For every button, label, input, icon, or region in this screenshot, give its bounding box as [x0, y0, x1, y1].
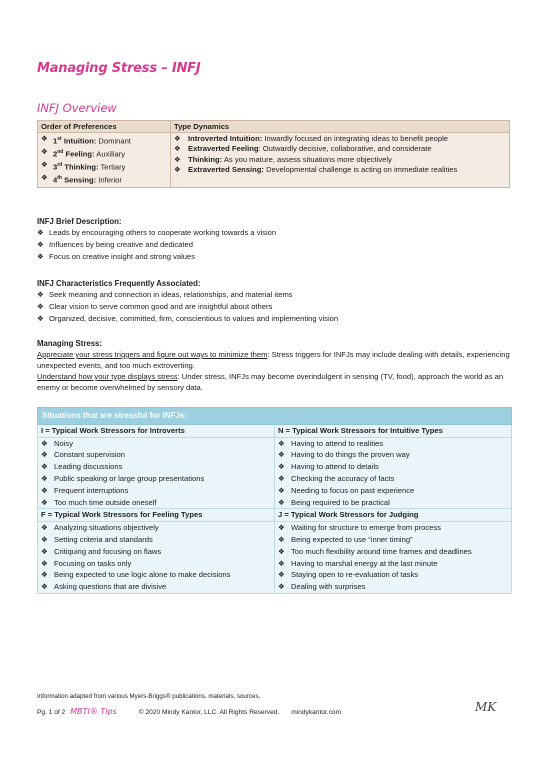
diamond-bullet-icon: ❖: [278, 582, 285, 592]
stressor-text: Having to do things the proven way: [291, 450, 410, 460]
managing-text-1: : Stress triggers for INFJs may include dealing with details, experiencing unexpected events, and too much extroverting.: [37, 350, 510, 370]
stressor-text: Focusing on tasks only: [54, 558, 132, 568]
characteristics-heading: INFJ Characteristics Frequently Associated:: [37, 279, 201, 288]
diamond-bullet-icon: ❖: [37, 301, 44, 311]
brief-heading: INFJ Brief Description:: [37, 217, 122, 226]
stressor-category-right: N = Typical Work Stressors for Intuitive Types: [275, 424, 512, 437]
stressor-text: Setting criteria and standards: [54, 534, 153, 544]
managing-heading: Managing Stress:: [37, 339, 102, 348]
dynamic-text: : Outwardly decisive, collaborative, and considerate: [258, 144, 432, 154]
preference-name: Sensing:: [64, 175, 97, 185]
characteristics-section: [37, 278, 512, 324]
stressor-item: [278, 569, 508, 581]
footer-bar: [37, 707, 341, 716]
preference-ordinal-suffix: th: [57, 174, 62, 181]
overview-col2-header: Type Dynamics: [171, 121, 510, 133]
diamond-bullet-icon: ❖: [278, 558, 285, 568]
diamond-bullet-icon: ❖: [278, 450, 285, 460]
dynamic-item: [174, 165, 506, 175]
stressor-item: [41, 473, 271, 485]
stressor-item: [278, 522, 508, 534]
dynamics-cell: [171, 133, 510, 188]
overview-heading: INFJ Overview: [37, 101, 117, 115]
stressor-item: [278, 497, 508, 509]
overview-col1-header: Order of Preferences: [38, 121, 171, 133]
diamond-bullet-icon: ❖: [41, 546, 48, 556]
brief-text: Focus on creative insight and strong values: [49, 251, 196, 261]
stressor-text: Asking questions that are divisive: [54, 582, 167, 592]
preference-ordinal-suffix: nd: [57, 148, 64, 155]
stressor-category-row: [38, 424, 512, 437]
diamond-bullet-icon: ❖: [41, 558, 48, 568]
preference-value: Inferior: [98, 175, 122, 185]
overview-table: [37, 120, 510, 188]
dynamic-text: Developmental challenge is acting on immediate realities: [263, 165, 458, 175]
stressor-item: [41, 569, 271, 581]
characteristic-text: Organized, decisive, committed, firm, conscientious to values and implementing vision: [49, 313, 339, 323]
diamond-bullet-icon: ❖: [37, 228, 44, 237]
stressor-text: Noisy: [54, 438, 73, 448]
stressors-header: Situations that are stressful for INFJs:: [38, 408, 512, 425]
stressor-text: Too much flexibility around time frames and deadlines: [291, 546, 472, 556]
stressor-item: [278, 581, 508, 593]
stressor-item: [41, 522, 271, 534]
managing-text-2: : Under stress, INFJs may become overindulgent in sensing (TV, food), approach the world as an enemy or become overwhelmed by sensory data.: [37, 372, 504, 392]
stressor-text: Staying open to re-evaluation of tasks: [291, 570, 419, 580]
dynamic-label: Introverted Intuition:: [188, 134, 263, 143]
footer-note: Information adapted from various Myers-Briggs® publications, materials, sources.: [37, 693, 261, 700]
stressor-item: [278, 546, 508, 558]
diamond-bullet-icon: ❖: [41, 462, 48, 472]
website-link[interactable]: mindykantor.com: [291, 709, 342, 716]
diamond-bullet-icon: ❖: [37, 313, 44, 323]
copyright: © 2020 Mindy Kantor, LLC. All Rights Reserved.: [138, 709, 280, 716]
diamond-bullet-icon: ❖: [41, 523, 48, 533]
stressor-list: [278, 522, 508, 593]
stressor-item: [278, 438, 508, 450]
stressor-category-right: J = Typical Work Stressors for Judging: [275, 509, 512, 522]
stressor-item: [41, 581, 271, 593]
stressors-table: [37, 407, 512, 594]
diamond-bullet-icon: ❖: [41, 534, 48, 544]
managing-link-2: Understand how your type displays stress: [37, 372, 178, 381]
stressor-list: [278, 438, 508, 509]
diamond-bullet-icon: ❖: [174, 144, 181, 154]
characteristic-item: [37, 301, 512, 313]
preference-item: [41, 147, 167, 160]
diamond-bullet-icon: ❖: [41, 146, 48, 156]
diamond-bullet-icon: ❖: [174, 154, 181, 164]
diamond-bullet-icon: ❖: [278, 534, 285, 544]
dynamic-item: [174, 134, 506, 144]
stressor-item: [41, 438, 271, 450]
diamond-bullet-icon: ❖: [278, 570, 285, 580]
managing-section: [37, 338, 512, 393]
stressor-text: Frequent interruptions: [54, 485, 129, 495]
preferences-list: [41, 134, 167, 186]
managing-link-1: Appreciate your stress triggers and figure out ways to minimize them: [37, 350, 268, 359]
preference-name: Intuition:: [63, 136, 97, 146]
stressor-text: Having to attend to details: [291, 462, 379, 472]
stressor-text: Analyzing situations objectively: [54, 523, 159, 533]
diamond-bullet-icon: ❖: [41, 172, 48, 182]
preference-ordinal-suffix: rd: [57, 161, 63, 168]
stressor-text: Being expected to use “inner timing”: [291, 534, 413, 544]
diamond-bullet-icon: ❖: [37, 290, 44, 299]
preference-ordinal-suffix: st: [57, 136, 62, 142]
managing-paragraph-1: [37, 349, 512, 371]
diamond-bullet-icon: ❖: [41, 473, 48, 483]
characteristic-text: Seek meaning and connection in ideas, relationships, and material items: [49, 290, 293, 299]
preference-name: Thinking:: [64, 162, 99, 172]
stressor-text: Having to marshal energy at the last minute: [291, 558, 438, 568]
stressor-items-row: [38, 522, 512, 594]
stressor-item: [41, 558, 271, 570]
stressor-item: [41, 497, 271, 509]
stressor-item: [278, 534, 508, 546]
characteristics-list: [37, 289, 512, 324]
diamond-bullet-icon: ❖: [41, 450, 48, 460]
characteristic-item: [37, 313, 512, 325]
stressor-item: [41, 449, 271, 461]
diamond-bullet-icon: ❖: [278, 497, 285, 507]
stressor-cell-left: [38, 522, 275, 594]
characteristic-item: [37, 289, 512, 301]
preferences-cell: [38, 133, 171, 188]
brief-text: Leads by encouraging others to cooperate working towards a vision: [49, 228, 277, 237]
stressor-item: [278, 461, 508, 473]
dynamic-item: [174, 155, 506, 165]
brief-section: [37, 216, 512, 262]
diamond-bullet-icon: ❖: [41, 582, 48, 592]
preference-ordinal: 1: [53, 136, 58, 146]
stressor-text: Public speaking or large group presentations: [54, 473, 205, 483]
preference-value: Tertiary: [100, 162, 126, 172]
diamond-bullet-icon: ❖: [41, 497, 48, 507]
stressor-items-row: [38, 437, 512, 509]
stressor-list: [41, 438, 271, 509]
stressor-text: Having to attend to realities: [291, 438, 384, 448]
stressor-category-row: [38, 509, 512, 522]
stressor-cell-right: [275, 437, 512, 509]
stressor-text: Being required to be practical: [291, 497, 390, 507]
preference-item: [41, 160, 167, 173]
brief-item: [37, 251, 512, 263]
preference-item: [41, 173, 167, 186]
stressor-item: [278, 473, 508, 485]
diamond-bullet-icon: ❖: [174, 134, 181, 143]
stressor-item: [41, 461, 271, 473]
page-number: Pg. 1 of 2: [37, 709, 66, 716]
diamond-bullet-icon: ❖: [41, 570, 48, 580]
diamond-bullet-icon: ❖: [278, 462, 285, 472]
characteristic-text: Clear vision to serve common good and are insightful about others: [49, 301, 273, 311]
diamond-bullet-icon: ❖: [41, 159, 48, 169]
stressor-text: Leading discussions: [54, 462, 123, 472]
diamond-bullet-icon: ❖: [41, 134, 48, 143]
stressor-cell-right: [275, 522, 512, 594]
stressor-text: Being expected to use logic alone to make decisions: [54, 570, 231, 580]
page-title: Managing Stress – INFJ: [37, 61, 201, 76]
managing-paragraph-2: [37, 371, 512, 393]
dynamic-label: Extraverted Sensing:: [188, 165, 264, 175]
stressor-list: [41, 522, 271, 593]
brief-item: [37, 239, 512, 251]
preference-value: Dominant: [98, 136, 131, 146]
stressor-text: Dealing with surprises: [291, 582, 366, 592]
preference-value: Auxiliary: [96, 149, 125, 159]
dynamic-text: Inwardly focused on integrating ideas to benefit people: [262, 134, 449, 143]
stressor-text: Constant supervision: [54, 450, 125, 460]
stressor-cell-left: [38, 437, 275, 509]
dynamic-label: Thinking:: [188, 154, 223, 164]
diamond-bullet-icon: ❖: [278, 546, 285, 556]
preference-ordinal: 4: [53, 175, 58, 185]
diamond-bullet-icon: ❖: [41, 438, 48, 448]
stressor-item: [278, 485, 508, 497]
diamond-bullet-icon: ❖: [37, 251, 44, 261]
diamond-bullet-icon: ❖: [278, 473, 285, 483]
dynamic-text: As you mature, assess situations more objectively: [222, 154, 392, 164]
stressor-item: [41, 485, 271, 497]
stressor-text: Critiquing and focusing on flaws: [54, 546, 162, 556]
signature-logo: MK: [475, 700, 497, 714]
diamond-bullet-icon: ❖: [278, 523, 285, 533]
diamond-bullet-icon: ❖: [278, 485, 285, 495]
stressor-item: [41, 546, 271, 558]
brief-text: Influences by being creative and dedicated: [49, 239, 193, 249]
diamond-bullet-icon: ❖: [37, 239, 44, 249]
preference-name: Feeling:: [65, 149, 95, 159]
diamond-bullet-icon: ❖: [278, 438, 285, 448]
stressor-text: Checking the accuracy of facts: [291, 473, 395, 483]
brief-list: [37, 227, 512, 262]
stressor-text: Waiting for structure to emerge from process: [291, 523, 441, 533]
preference-ordinal: 3: [53, 162, 58, 172]
stressor-item: [278, 558, 508, 570]
diamond-bullet-icon: ❖: [174, 165, 181, 175]
stressor-text: Needing to focus on past experience: [291, 485, 415, 495]
dynamic-item: [174, 144, 506, 154]
stressor-item: [278, 449, 508, 461]
brand-mark: MBTI® Tips: [70, 707, 117, 716]
stressor-category-left: F = Typical Work Stressors for Feeling Types: [38, 509, 275, 522]
brief-item: [37, 227, 512, 239]
stressor-item: [41, 534, 271, 546]
preference-item: [41, 134, 167, 147]
dynamics-list: [174, 134, 506, 176]
preference-ordinal: 2: [53, 149, 58, 159]
stressor-category-left: I = Typical Work Stressors for Introverts: [38, 424, 275, 437]
diamond-bullet-icon: ❖: [41, 485, 48, 495]
stressor-text: Too much time outside oneself: [54, 497, 157, 507]
dynamic-label: Extraverted Feeling: [188, 144, 259, 154]
